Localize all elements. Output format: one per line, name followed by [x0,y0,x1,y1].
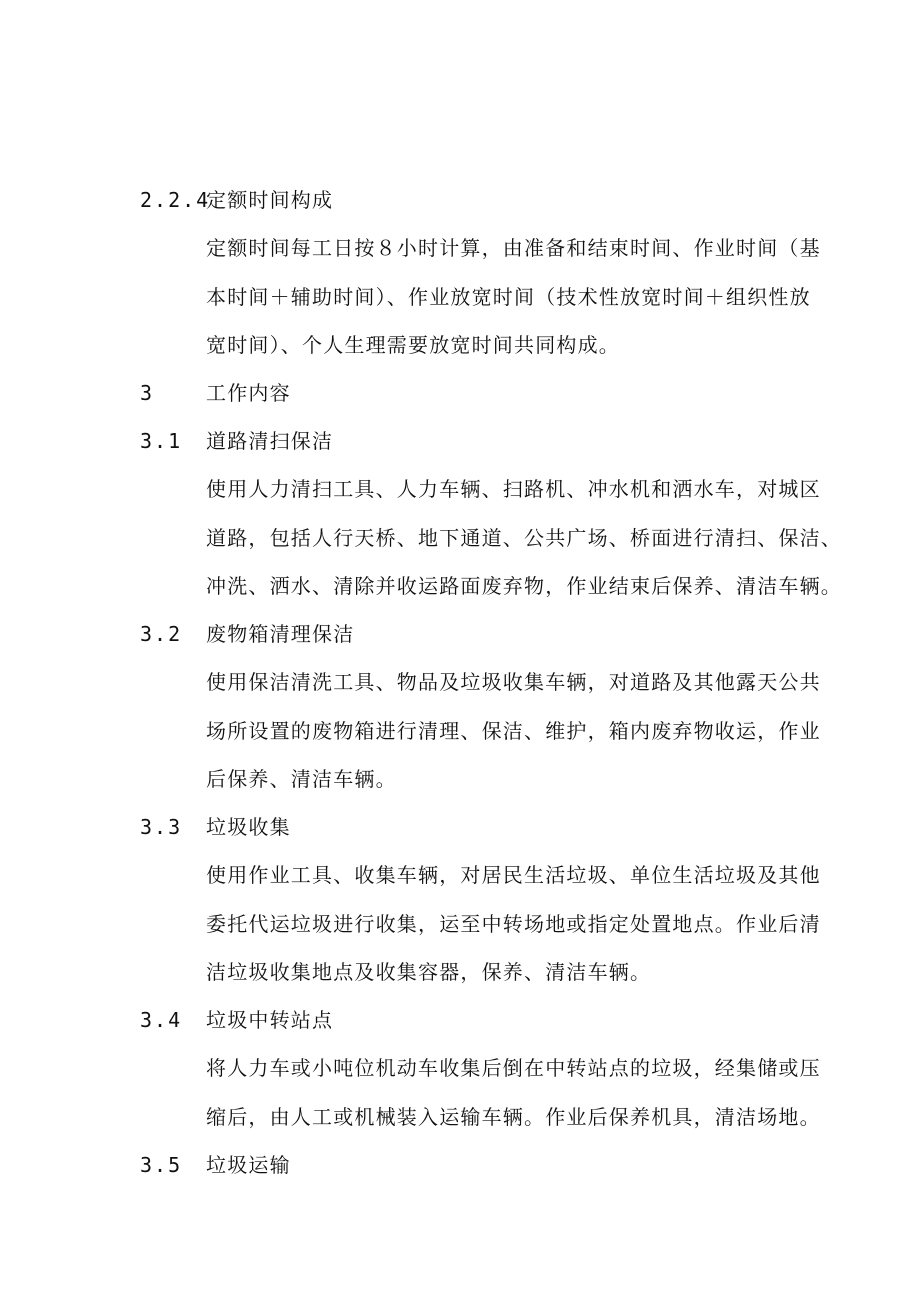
section-title: 废物箱清理保洁 [206,622,355,646]
body-line: 场所设置的废物箱进行清理、保洁、维护，箱内废弃物收运，作业 [206,719,821,743]
body-line: 使用人力清扫工具、人力车辆、扫路机、冲水机和洒水车，对城区 [206,477,821,501]
section-title: 垃圾收集 [206,815,291,839]
section-title: 垃圾中转站点 [206,1008,334,1032]
section-title: 垃圾运输 [206,1153,291,1177]
body-line: 本时间＋辅助时间）、作业放宽时间（技术性放宽时间＋组织性放 [206,285,811,309]
section-number: 3.2 [140,622,183,646]
body-line: 宽时间）、个人生理需要放宽时间共同构成。 [206,333,620,357]
body-line: 使用作业工具、收集车辆，对居民生活垃圾、单位生活垃圾及其他 [206,863,821,887]
body-line: 使用保洁清洗工具、物品及垃圾收集车辆，对道路及其他露天公共 [206,670,821,694]
section-title: 工作内容 [206,381,291,405]
body-line: 委托代运垃圾进行收集，运至中转场地或指定处置地点。作业后清 [206,912,821,936]
section-number: 3.1 [140,429,183,453]
body-line: 缩后，由人工或机械装入运输车辆。作业后保养机具，清洁场地。 [206,1105,821,1129]
body-line: 定额时间每工日按８小时计算，由准备和结束时间、作业时间（基 [206,236,821,260]
section-title: 道路清扫保洁 [206,429,334,453]
body-line: 后保养、清洁车辆。 [206,767,397,791]
body-line: 将人力车或小吨位机动车收集后倒在中转站点的垃圾，经集储或压 [206,1056,821,1080]
body-line: 道路，包括人行天桥、地下通道、公共广场、桥面进行清扫、保洁、 [206,526,842,550]
body-line: 洁垃圾收集地点及收集容器，保养、清洁车辆。 [206,960,652,984]
section-number: 3.5 [140,1153,183,1177]
section-title: 定额时间构成 [206,188,334,212]
section-number: 3 [140,381,155,405]
body-line: 冲洗、洒水、清除并收运路面废弃物，作业结束后保养、清洁车辆。 [206,574,842,598]
section-number: 2.2.4 [140,188,211,212]
section-number: 3.4 [140,1008,183,1032]
section-number: 3.3 [140,815,183,839]
